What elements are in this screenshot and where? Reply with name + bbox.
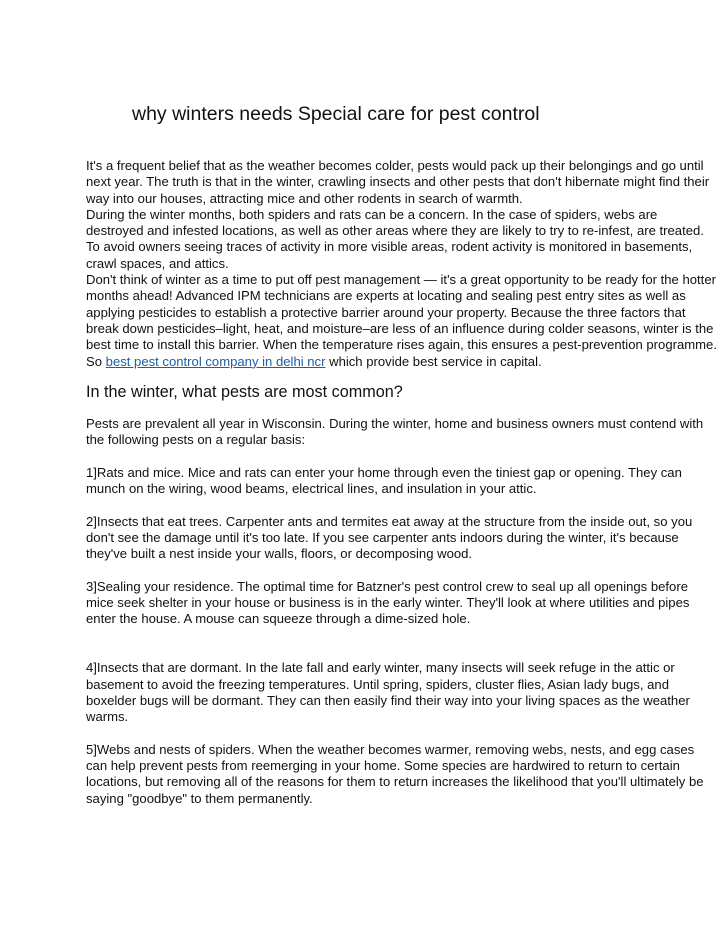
section-heading: In the winter, what pests are most common?	[86, 382, 403, 401]
pest-item-2: 2]Insects that eat trees. Carpenter ants and termites eat away at the structure from the inside out, so you don't see the damage until it's too late. If you see carpenter ants indoors during the winter, it's because they've built a nest inside your walls, floors, or decomposing wood.	[86, 513, 693, 562]
link-suffix: which provide best service in capital.	[325, 353, 542, 369]
pest-control-company-link[interactable]: best pest control company in delhi ncr	[105, 353, 326, 369]
pest-item-1: 1]Rats and mice. Mice and rats can enter your home through even the tiniest gap or opening. They can munch on the wiring, wood beams, electrical lines, and insulation in your attic.	[86, 464, 682, 497]
intro-paragraph-link	[86, 354, 718, 370]
intro-paragraph-1: It's a frequent belief that as the weather becomes colder, pests would pack up their belongings and go until next year. The truth is that in the winter, crawling insects and other pests that don't hibernate might find their way into our houses, attracting mice and other rodents in search of warmth.	[86, 158, 710, 206]
section-lead: Pests are prevalent all year in Wisconsin. During the winter, home and business owners must contend with the following pests on a regular basis:	[86, 415, 704, 448]
pest-item-4: 4]Insects that are dormant. In the late fall and early winter, many insects will seek refuge in the attic or basement to avoid the freezing temperatures. Until spring, spiders, cluster flies, Asian lady bugs, and boxelder bugs will be dormant. They can then easily find their way into your living spaces as the weather warms.	[86, 660, 690, 725]
page-title: why winters needs Special care for pest control	[132, 103, 540, 125]
pest-item-5: 5]Webs and nests of spiders. When the weather becomes warmer, removing webs, nests, and egg cases can help prevent pests from reemerging in your home. Some species are hardwired to return to certain locations, but removing all of the reasons for them to return increases the likelihood that you'll ultimately be saying "goodbye" to them permanently.	[86, 741, 704, 806]
intro-paragraph-3: Don't think of winter as a time to put off pest management — it's a great opportunity to be ready for the hotter months ahead! Advanced IPM technicians are experts at locating and sealing pest entry sites as well as applying pesticides to establish a protective barrier around your property. Because the three factors that break down pesticides–light, heat, and moisture–are less of an influence during colder seasons, winter is the best time to install this barrier. When the temperature rises again, this ensures a pest-prevention programme.	[86, 272, 717, 353]
document-body	[86, 158, 718, 807]
pest-item-3: 3]Sealing your residence. The optimal time for Batzner's pest control crew to seal up all openings before mice seek shelter in your house or business is in the early winter. They'll look at where utilities and pipes enter the house. A mouse can squeeze through a dime-sized hole.	[86, 578, 690, 627]
link-prefix: So	[86, 353, 106, 369]
intro-paragraph-2: During the winter months, both spiders and rats can be a concern. In the case of spiders, webs are destroyed and infested locations, as well as other areas where they are likely to try to re-infest, are treated. To avoid owners seeing traces of activity in more visible areas, rodent activity is monitored in basements, crawl spaces, and attics.	[86, 206, 704, 271]
